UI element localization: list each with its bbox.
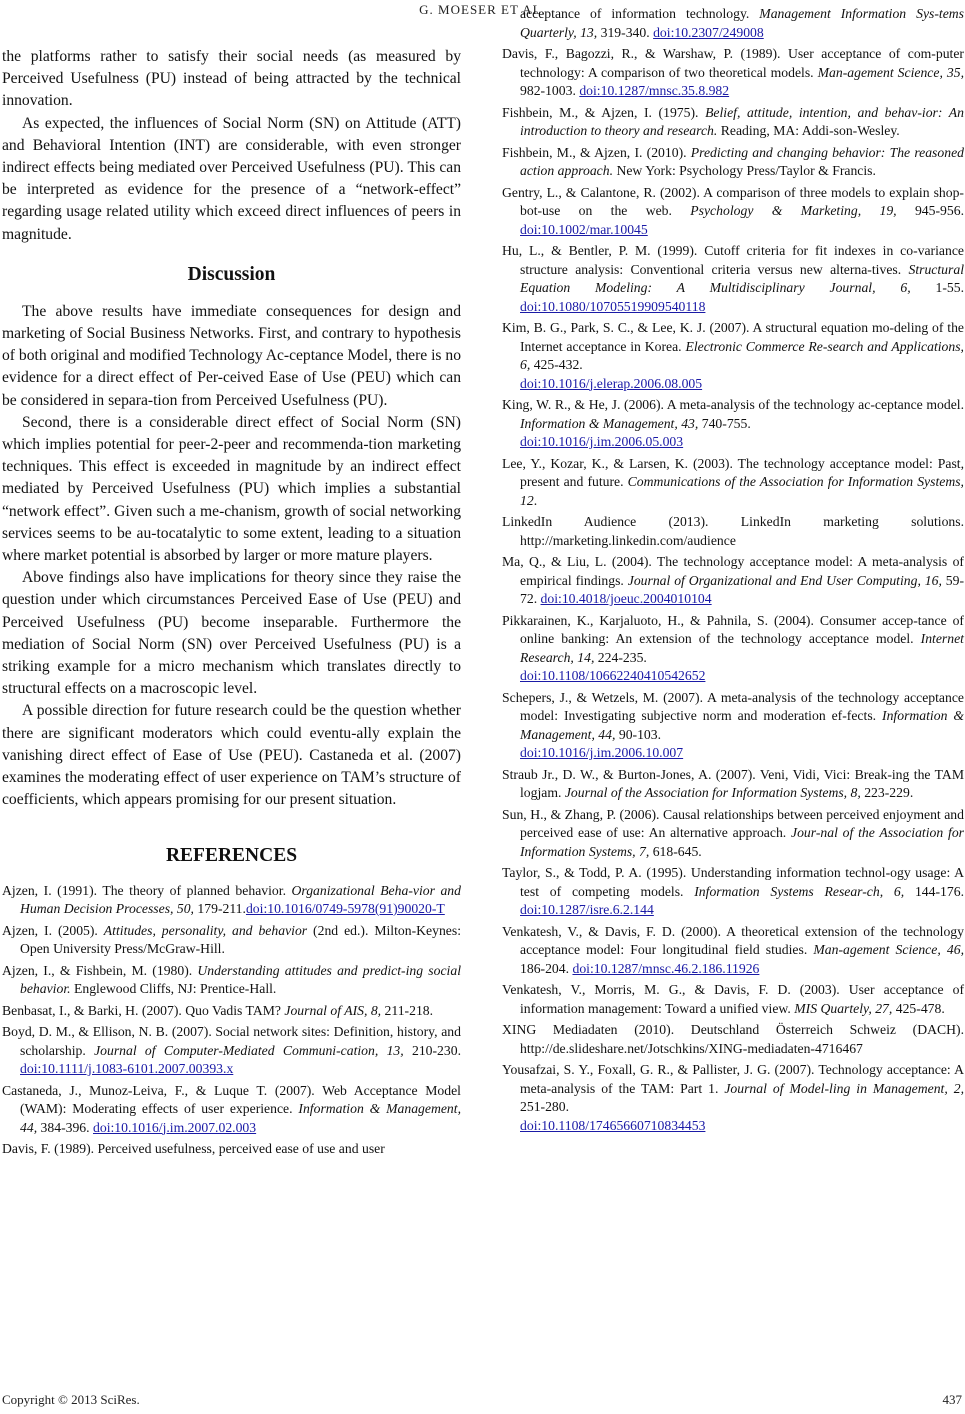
- reference-item: [502, 45, 964, 101]
- reference-pages: (2nd ed.). Milton-Keynes: Open University Press/McGraw-Hill.: [20, 922, 462, 956]
- reference-list: [502, 5, 964, 1135]
- reference-source: Journal of Model-ling in Management, 2,: [724, 1080, 964, 1096]
- doi-link[interactable]: doi:10.1287/mnsc.46.2.186.11926: [572, 960, 760, 976]
- reference-item: [502, 319, 964, 393]
- reference-pages: 210-230.: [403, 1042, 462, 1058]
- right-column: [502, 5, 964, 1138]
- reference-text: Kim, B. G., Park, S. C., & Lee, K. J. (2007). A structural equation mo-deling of the Internet acceptance in Korea.: [502, 320, 964, 354]
- running-head: G. MOESER ET AL.: [419, 2, 546, 17]
- reference-text: Schepers, J., & Wetzels, M. (2007). A meta-analysis of the technology acceptance model: Investigating subjective norm and moderation ef-fects.: [502, 689, 964, 723]
- reference-text: Gentry, L., & Calantone, R. (2002). A comparison of three models to explain shop-bot-use on the web.: [502, 184, 964, 218]
- reference-item: [2, 1140, 461, 1159]
- reference-item: [2, 882, 461, 919]
- reference-item: [502, 981, 964, 1018]
- reference-pages: 740-755.: [698, 415, 751, 431]
- doi-link[interactable]: doi:10.1108/10662240410542652: [520, 668, 706, 683]
- reference-source: Man-agement Science, 35,: [817, 64, 964, 80]
- reference-pages: 90-103.: [615, 726, 662, 742]
- reference-item: [502, 184, 964, 240]
- doi-link[interactable]: doi:10.1016/j.elerap.2006.08.005: [520, 375, 703, 391]
- reference-pages: 618-645.: [649, 843, 702, 859]
- reference-source: Journal of Computer-Mediated Communi-cation, 13,: [94, 1042, 404, 1058]
- reference-text: Ajzen, I. (2005).: [2, 922, 104, 938]
- reference-text: Fishbein, M., & Ajzen, I. (1975).: [502, 104, 706, 120]
- reference-item: [502, 455, 964, 511]
- reference-source: Electronic Commerce Re-search and Applications, 6,: [520, 338, 964, 372]
- reference-text: Sun, H., & Zhang, P. (2006). Causal relationships between perceived enjoyment and perceived ease of use: An alternative approach.: [502, 806, 964, 840]
- reference-text: Benbasat, I., & Barki, H. (2007). Quo Vadis TAM?: [2, 1002, 285, 1018]
- reference-text: Ajzen, I., & Fishbein, M. (1980).: [2, 962, 198, 978]
- reference-pages: 223-229.: [860, 785, 914, 800]
- reference-item: [502, 104, 964, 141]
- doi-link[interactable]: doi:10.1016/j.im.2006.05.003: [520, 434, 684, 449]
- reference-text: Castaneda, J., Munoz-Leiva, F., & Luque T. (2007). Web Acceptance Model (WAM): Moderating effects of user experience.: [2, 1082, 461, 1116]
- doi-link[interactable]: doi:10.1016/0749-5978(91)90020-T: [245, 901, 445, 916]
- reference-list: [2, 882, 461, 1159]
- reference-item: [2, 1082, 461, 1138]
- reference-item: [502, 5, 964, 42]
- reference-source: Journal of Organizational and End User Computing, 16,: [627, 572, 942, 588]
- doi-link[interactable]: doi:10.1016/j.im.2007.02.003: [93, 1119, 257, 1135]
- doi-link[interactable]: doi:10.1108/17465660710834453: [520, 1117, 706, 1133]
- reference-source: Organizational Beha-vior and Human Decision Processes, 50,: [20, 882, 461, 916]
- reference-text: XING Mediadaten (2010). Deutschland Österreich Schweiz (DACH). http://de.slideshare.net/Jotschkins/XING-mediadaten-4716467: [502, 1022, 964, 1056]
- reference-source: Information & Management, 44,: [20, 1101, 461, 1135]
- reference-text: Venkatesh, V., Morris, M. G., & Davis, F. D. (2003). User acceptance of information management: Toward a unified view.: [502, 982, 964, 1016]
- reference-text: King, W. R., & He, J. (2006). A meta-analysis of the technology ac-ceptance model.: [502, 397, 964, 412]
- left-column: [2, 46, 461, 1162]
- reference-source: Management Information Sys-tems Quarterly, 13,: [520, 6, 964, 40]
- reference-pages: 59-72.: [520, 572, 965, 606]
- reference-text: Davis, F. (1989). Perceived usefulness, perceived ease of use and user: [2, 1141, 385, 1156]
- reference-item: [502, 766, 964, 803]
- reference-source: Psychology & Marketing, 19,: [690, 203, 897, 218]
- reference-text: Davis, F., Bagozzi, R., & Warshaw, P. (1989). User acceptance of com-puter technology: A comparison of two theoretical models.: [502, 46, 964, 80]
- reference-pages: Englewood Cliffs, NJ: Prentice-Hall.: [70, 981, 277, 996]
- reference-text: Ajzen, I. (1991). The theory of planned behavior.: [2, 882, 292, 898]
- reference-source: Belief, attitude, intention, and behav-ior: An introduction to theory and research.: [520, 104, 964, 138]
- doi-link[interactable]: doi:10.1080/10705519909540118: [520, 298, 706, 314]
- reference-pages: 319-340.: [597, 24, 654, 40]
- doi-link[interactable]: doi:10.4018/joeuc.2004010104: [540, 591, 712, 606]
- reference-source: Journal of AIS, 8,: [284, 1002, 382, 1018]
- reference-source: Predicting and changing behavior: The reasoned action approach.: [520, 144, 964, 178]
- reference-pages: 224-235.: [594, 649, 647, 665]
- reference-item: [502, 242, 964, 316]
- reference-text: Ma, Q., & Liu, L. (2004). The technology acceptance model: A meta-analysis of empirical findings.: [502, 554, 964, 588]
- reference-pages: Reading, MA: Addi-son-Wesley.: [717, 123, 900, 138]
- reference-pages: New York: Psychology Press/Taylor & Francis.: [613, 163, 876, 178]
- reference-item: [2, 1023, 461, 1079]
- reference-text: Yousafzai, S. Y., Foxall, G. R., & Pallister, J. G. (2007). Technology acceptance: A meta-analysis of the TAM: Part 1.: [502, 1062, 964, 1096]
- reference-pages: 1-55.: [910, 280, 964, 295]
- reference-item: [502, 612, 964, 686]
- reference-source: Understanding attitudes and predict-ing social behavior.: [20, 962, 461, 996]
- reference-source: Jour-nal of the Association for Information Systems, 7,: [520, 825, 964, 859]
- reference-source: Communications of the Association for Information Systems, 12: [520, 474, 964, 508]
- reference-item: [2, 962, 461, 999]
- reference-text: Hu, L., & Bentler, P. M. (1999). Cutoff criteria for fit indexes in co-variance structure analysis: Conventional criteria versus new alterna-tives.: [502, 243, 964, 277]
- section-heading-references: REFERENCES: [165, 844, 298, 866]
- reference-pages: 186-204.: [520, 960, 573, 976]
- reference-pages: 144-176.: [904, 883, 964, 899]
- reference-item: [502, 806, 964, 862]
- reference-source: Man-agement Science, 46,: [813, 942, 964, 957]
- reference-source: Information & Management, 43,: [520, 415, 699, 431]
- doi-link[interactable]: doi:10.1002/mar.10045: [520, 221, 648, 237]
- paragraph: The above results have immediate consequences for design and marketing of Social Business Networks. First, and contrary to hypothesis of both original and modified Technology Ac-ceptance Model, there is no evidence for a direct effect of Per-ceived Ease of Use (PEU) which can be considered in separa-tion from Perceived Usefulness (PU).: [2, 302, 461, 409]
- reference-source: Information & Management, 44,: [520, 708, 965, 742]
- reference-source: Attitudes, personality, and behavior: [103, 922, 308, 938]
- section-heading-discussion: Discussion: [187, 263, 276, 285]
- doi-link[interactable]: doi:10.1016/j.im.2006.10.007: [520, 745, 684, 760]
- reference-source: Information Systems Resear-ch, 6,: [694, 883, 905, 899]
- paragraph: A possible direction for future research could be the question whether there are significant moderators which could eventu-ally explain the vanishing direct effect of Ease of Use (PEU). Castaneda et al. (2007) examines the moderating effect of user experience on TAM’s structure of coefficients, which appears promising for our present situation.: [2, 702, 461, 809]
- reference-text: Straub Jr., D. W., & Burton-Jones, A. (2007). Veni, Vidi, Vici: Break-ing the TAM logjam.: [502, 766, 964, 800]
- reference-item: [2, 922, 461, 959]
- reference-item: [502, 553, 964, 609]
- reference-item: [2, 1002, 461, 1021]
- doi-link[interactable]: doi:10.1287/isre.6.2.144: [520, 902, 654, 917]
- reference-text: Taylor, S., & Todd, P. A. (1995). Understanding information technol-ogy usage: A test of competing models.: [502, 865, 964, 899]
- page-number: 437: [942, 1392, 962, 1407]
- reference-source: MIS Quartely, 27,: [794, 1000, 893, 1016]
- reference-pages: .: [533, 492, 538, 508]
- reference-pages: 251-280.: [520, 1099, 570, 1114]
- footer-copyright: Copyright © 2013 SciRes.: [2, 1392, 140, 1407]
- reference-text: Pikkarainen, K., Karjaluoto, H., & Pahnila, S. (2004). Consumer accep-tance of online banking: An extension of the technology acceptance model.: [502, 612, 964, 646]
- reference-item: [502, 513, 964, 550]
- reference-text: Venkatesh, V., & Davis, F. D. (2000). A theoretical extension of the technology acceptance model: Four longitudinal field studies.: [502, 923, 964, 957]
- paragraph: the platforms rather to satisfy their social needs (as measured by Perceived Usefulness (PU) instead of being attracted by the technical innovation.: [2, 48, 461, 110]
- reference-source: Internet Research, 14,: [520, 631, 964, 665]
- reference-pages: 425-478.: [892, 1000, 945, 1016]
- paragraph: As expected, the influences of Social Norm (SN) on Attitude (ATT) and Behavioral Intention (INT) are considerable, with even stronger indirect effects being mediated over Perceived Usefulness (PU). This can be interpreted as evidence for the presence of a “network-effect” regarding usage related utility which exceed direct influences of peers in magnitude.: [2, 114, 461, 243]
- reference-item: [502, 1061, 964, 1135]
- reference-source: Structural Equation Modeling: A Multidisciplinary Journal, 6,: [520, 261, 964, 295]
- doi-link[interactable]: doi:10.1111/j.1083-6101.2007.00393.x: [20, 1061, 234, 1076]
- reference-pages: 945-956.: [896, 203, 964, 218]
- reference-item: [502, 923, 964, 979]
- reference-item: [502, 144, 964, 181]
- reference-item: [502, 1021, 964, 1058]
- reference-pages: 179-211.: [193, 901, 246, 916]
- reference-text: Fishbein, M., & Ajzen, I. (2010).: [502, 144, 691, 160]
- reference-pages: 425-432.: [530, 357, 583, 372]
- reference-item: [502, 864, 964, 920]
- reference-text: Lee, Y., Kozar, K., & Larsen, K. (2003). The technology acceptance model: Past, present and future.: [502, 455, 964, 489]
- doi-link[interactable]: doi:10.1287/mnsc.35.8.982: [579, 83, 730, 98]
- reference-text: acceptance of information technology.: [520, 6, 760, 21]
- reference-source: Journal of the Association for Information Systems, 8,: [564, 785, 861, 800]
- reference-text: LinkedIn Audience (2013). LinkedIn marketing solutions. http://marketing.linkedin.com/audience: [502, 514, 964, 548]
- reference-text: Boyd, D. M., & Ellison, N. B. (2007). Social network sites: Definition, history, and scholarship.: [2, 1024, 461, 1058]
- paragraph: Above findings also have implications for theory since they raise the question under which circumstances Perceived Ease of Use (PEU) and Perceived Usefulness (PU) become inseparable. Furthermore the mediation of Social Norm (SN) over Perceived Usefulness (PU) is a striking example for a micro mechanism which translates directly to structural effects on a macroscopic level.: [2, 569, 461, 698]
- reference-pages: 384-396.: [37, 1119, 93, 1135]
- reference-pages: 211-218.: [381, 1002, 434, 1018]
- doi-link[interactable]: doi:10.2307/249008: [653, 24, 764, 40]
- reference-pages: 982-1003.: [520, 83, 580, 98]
- reference-item: [502, 396, 964, 452]
- reference-item: [502, 689, 964, 763]
- paragraph: Second, there is a considerable direct effect of Social Norm (SN) which implies potential for peer-2-peer and recommenda-tion marketing techniques. This effect is exceeded in magnitude by an indirect effect mediated by Perceived Usefulness (PU) which implies a substantial “network effect”. Given such a me-chanism, growth of social networking services seems to be au-tocatalytic to some extent, leading to a situation where market potential is absorbed by larger or more mature players.: [2, 413, 461, 565]
